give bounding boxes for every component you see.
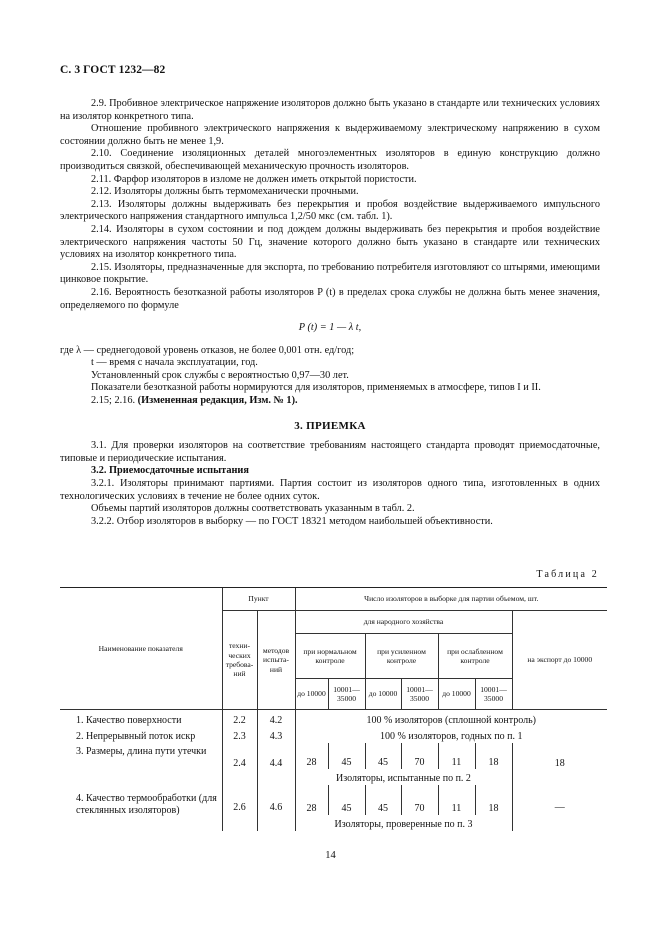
row-full: 100 % изоляторов (сплошной контроль)	[295, 710, 607, 727]
row-value: 11	[438, 785, 475, 815]
row-value: 45	[328, 785, 365, 815]
paragraph-2-9b: Отношение пробивного электрического напряжения к выдерживаемому электрическому напряжению в сухом состоянии должно быть не менее 1,9.	[60, 123, 600, 147]
row-value: 70	[401, 785, 438, 815]
header-tech: техни-ческих требова-ний	[222, 611, 257, 710]
row-name: 3. Размеры, длина пути утечки	[76, 745, 207, 757]
row-value: 28	[295, 785, 328, 815]
row-tech: 2.3	[222, 727, 257, 743]
service-life: Установленный срок службы с вероятностью 0,97—30 лет.	[91, 369, 349, 381]
paragraph-2-13: 2.13. Изоляторы должны выдерживать без перекрытия и пробоя воздействие выдерживаемого импульсного электрического напряжения стандартного импульса 1,2/50 мкс (см. табл. 1).	[60, 198, 600, 223]
row-value-export: —	[512, 785, 607, 831]
formula: P (t) = 1 — λ t,	[298, 322, 362, 334]
table-row	[60, 743, 607, 769]
sampling-table	[60, 587, 607, 831]
row-value: 45	[328, 743, 365, 769]
table-row	[60, 785, 607, 815]
row-value: 18	[475, 743, 512, 769]
header-strict: при усиленном контроле	[365, 634, 438, 679]
where-lambda: где λ — среднегодовой уровень отказов, не более 0,001 отн. ед/год;	[60, 344, 355, 356]
header-range-normal: 10001— 35000	[328, 679, 365, 710]
row-value: 11	[438, 743, 475, 769]
indicators: Показатели безотказной работы нормируются для изоляторов, применяемых в атмосфере, типов I и II.	[91, 382, 541, 394]
paragraph-2-16: 2.16. Вероятность безотказной работы изоляторов P (t) в пределах срока службы не должна быть менее значения, определяемого по формуле	[60, 286, 600, 311]
section-title: 3. ПРИЕМКА	[294, 419, 366, 432]
table-row	[60, 710, 607, 727]
where-t: t — время с начала эксплуатации, год.	[91, 357, 258, 369]
amendment-prefix: 2.15; 2.16.	[91, 395, 136, 407]
paragraph-3-2-1: 3.2.1. Изоляторы принимают партиями. Партия состоит из изоляторов одного типа, изготовленных в одних технологических условиях в течение не более одних суток.	[60, 478, 600, 502]
header-methods: методов испыта-ний	[257, 611, 295, 710]
row-name: 1. Качество поверхности	[76, 714, 182, 726]
row-tech: 2.6	[222, 785, 257, 831]
header-export: на экспорт до 10000	[512, 611, 607, 710]
paragraph-3-2: 3.2. Приемосдаточные испытания	[91, 465, 249, 477]
row-value: 45	[365, 785, 401, 815]
row-name: 2. Непрерывный поток искр	[76, 730, 196, 742]
paragraph-2-12: 2.12. Изоляторы должны быть термомеханически прочными.	[91, 186, 359, 198]
table-row	[60, 727, 607, 743]
row-tech: 2.2	[222, 710, 257, 727]
paragraph-2-9: 2.9. Пробивное электрическое напряжение изоляторов должно быть указано в стандарте или технических условиях на изолятор конкретного типа.	[60, 98, 600, 122]
header-range-weak: 10001— 35000	[475, 679, 512, 710]
row-value: 70	[401, 743, 438, 769]
paragraph-3-1: 3.1. Для проверки изоляторов на соответствие требованиям настоящего стандарта проводят приемосдаточные, типовые и периодические испытания.	[60, 440, 600, 464]
paragraph-2-10: 2.10. Соединение изоляционных деталей многоэлементных изоляторов в единую конструкцию должно производиться связкой, обеспечивающей механическую прочность изоляторов.	[60, 148, 600, 172]
table-caption: Таблица 2	[536, 569, 599, 580]
paragraph-3-2-1b: Объемы партий изоляторов должны соответствовать указанным в табл. 2.	[91, 503, 415, 515]
header-count: Число изоляторов в выборке для партии объемом, шт.	[295, 588, 607, 611]
body-text	[60, 98, 600, 528]
row-note: Изоляторы, проверенные по п. 3	[295, 815, 512, 831]
row-tech: 2.4	[222, 743, 257, 785]
paragraph-2-11: 2.11. Фарфор изоляторов в изломе не должен иметь открытой пористости.	[91, 173, 417, 185]
row-method: 4.4	[257, 743, 295, 785]
row-value: 45	[365, 743, 401, 769]
header-normal: при нормальном контроле	[295, 634, 365, 679]
paragraph-3-2-2: 3.2.2. Отбор изоляторов в выборку — по ГОСТ 18321 методом наибольшей объективности.	[91, 515, 493, 527]
row-method: 4.3	[257, 727, 295, 743]
header-upto-normal: до 10000	[295, 679, 328, 710]
row-name: 4. Качество термообработки (для стеклянных изоляторов)	[76, 792, 217, 816]
header-punkt: Пункт	[222, 588, 295, 611]
amendment-bold: (Измененная редакция, Изм. № 1).	[137, 395, 298, 407]
amendment-note	[60, 395, 600, 408]
row-value: 18	[475, 785, 512, 815]
paragraph-2-15: 2.15. Изоляторы, предназначенные для экспорта, по требованию потребителя изготовляют со штырями, имеющими цинковое покрытие.	[60, 261, 600, 286]
header-name: Наименование показателя	[60, 588, 222, 710]
page-number: 14	[325, 850, 336, 861]
row-value: 28	[295, 743, 328, 769]
header-national: для народного хозяйства	[295, 611, 512, 634]
header-range-strict: 10001— 35000	[401, 679, 438, 710]
row-method: 4.6	[257, 785, 295, 831]
paragraph-2-14: 2.14. Изоляторы в сухом состоянии и под дождем должны выдерживать без перекрытия и пробоя воздействие электрического напряжения частоты 50 Гц, значение которого должно быть указано в стандарте или технических условиях на изолятор конкретного типа.	[60, 223, 600, 261]
row-value-export: 18	[512, 743, 607, 785]
page-header: С. 3 ГОСТ 1232—82	[60, 64, 166, 76]
row-note: Изоляторы, испытанные по п. 2	[295, 769, 512, 785]
header-upto-strict: до 10000	[365, 679, 401, 710]
header-weak: при ослабленном контроле	[438, 634, 512, 679]
header-upto-weak: до 10000	[438, 679, 475, 710]
row-method: 4.2	[257, 710, 295, 727]
row-full: 100 % изоляторов, годных по п. 1	[295, 727, 607, 743]
